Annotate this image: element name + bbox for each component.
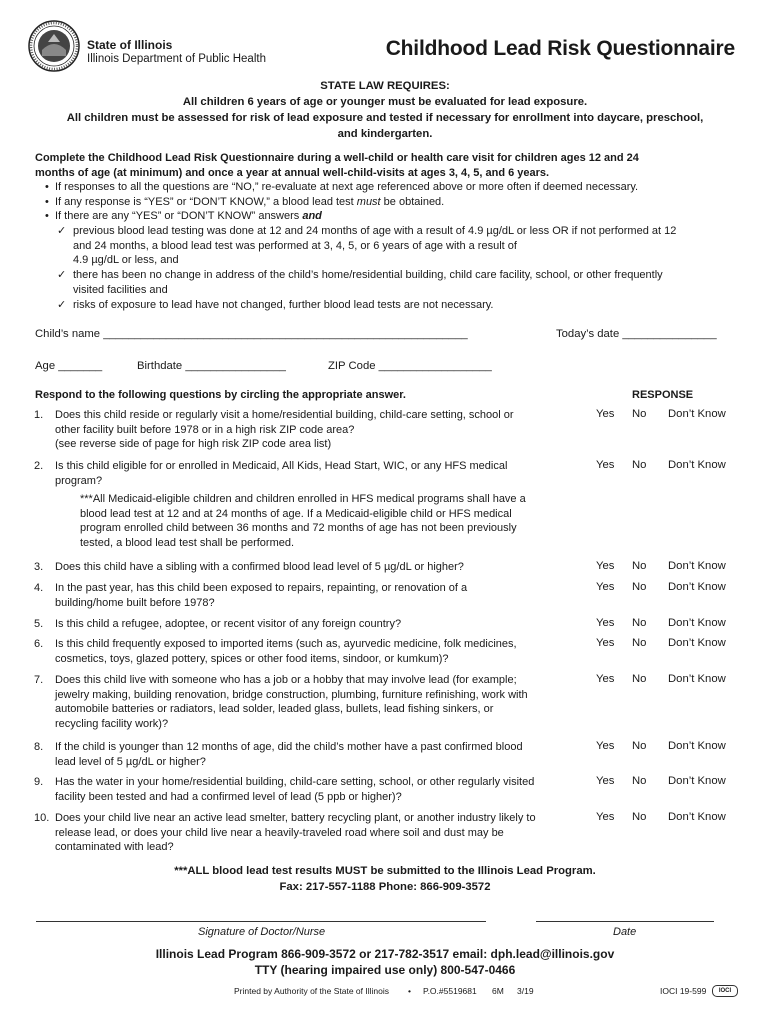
law-line-1: All children 6 years of age or younger must be evaluated for lead exposure. (182, 96, 588, 108)
answer-yes[interactable]: Yes (596, 617, 615, 629)
answer-no[interactable]: No (632, 673, 647, 685)
question-line: Does your child live near an active lead smelter, battery recycling plant, or another industry likely to (55, 812, 536, 824)
answer-yes[interactable]: Yes (596, 408, 615, 420)
print-quantity: 6M (492, 986, 504, 996)
instruction-bullet-2: • If any response is “YES” or “DON’T KNOW,” a blood lead test must be obtained. (45, 195, 445, 208)
question-line: (see reverse side of page for high risk ZIP code area list) (55, 438, 332, 451)
question-line: program? (55, 474, 103, 487)
signature-label: Signature of Doctor/Nurse (198, 926, 326, 938)
question-line: Does this child reside or regularly visit a home/residential building, child-care setting, school or (55, 409, 514, 421)
age-field[interactable]: Age _______ (35, 360, 103, 372)
response-heading: RESPONSE (632, 389, 694, 401)
child-name-field[interactable]: Child’s name __________________________________________________________ (35, 328, 468, 340)
question-text (55, 617, 585, 632)
todays-date-field[interactable]: Today’s date _______________ (556, 328, 717, 340)
answer-dont-know[interactable]: Don’t Know (668, 560, 726, 572)
question-line: lead level of 5 µg/dL or higher? (55, 755, 206, 768)
instruction-bullet-1: • If responses to all the questions are “NO,” re-evaluate at next age referenced above or more often if deemed necessary. (45, 181, 639, 193)
checkmark-icon: ✓ (57, 298, 67, 311)
question-text (55, 459, 585, 488)
question-number: 4. (34, 582, 44, 594)
answer-no[interactable]: No (632, 811, 647, 823)
signature-line[interactable] (36, 921, 486, 922)
question-line: In the past year, has this child been exposed to repairs, repainting, or renovation of a (55, 582, 468, 594)
question-line: other facility built before 1978 or in a high risk ZIP code area? (55, 423, 355, 436)
question-text (55, 560, 585, 575)
ioci-logo-icon: IOCI (712, 985, 738, 997)
question-number: 7. (34, 674, 44, 686)
answer-dont-know[interactable]: Don’t Know (668, 581, 726, 593)
question-line: facility been tested and had a confirmed level of lead (5 ppb or higher)? (55, 790, 402, 803)
questions-instruction: Respond to the following questions by circling the appropriate answer. (35, 389, 406, 401)
question-number: 8. (34, 741, 44, 753)
state-name: State of Illinois (87, 38, 173, 52)
question-text (55, 775, 585, 804)
question-number: 3. (34, 561, 44, 573)
question-line: cosmetics, toys, glazed pottery, spices or other food items, sindoor, or kumkum)? (55, 652, 449, 665)
department-name: Illinois Department of Public Health (87, 53, 266, 65)
note-line: tested, a blood lead test shall be performed. (80, 536, 295, 549)
answer-no[interactable]: No (632, 560, 647, 572)
question-line: Does this child live with someone who has a job or a hobby that may involve lead (for example; (55, 674, 517, 686)
instructions-intro-1: Complete the Childhood Lead Risk Questionnaire during a well-child or health care visit for children ages 12 and 24 (35, 152, 639, 164)
question-text (55, 581, 585, 610)
question-line: recycling facility work)? (55, 717, 169, 730)
answer-yes[interactable]: Yes (596, 740, 615, 752)
question-line: If the child is younger than 12 months of age, did the child’s mother have a past confirmed blood (55, 741, 523, 753)
form-id: IOCI 19-599 (660, 986, 707, 996)
submission-notice: ***ALL blood lead test results MUST be submitted to the Illinois Lead Program. (174, 865, 596, 877)
footer-separator: • (408, 986, 411, 996)
question-text (55, 811, 585, 855)
question-text (55, 740, 585, 769)
answer-no[interactable]: No (632, 581, 647, 593)
answer-yes[interactable]: Yes (596, 560, 615, 572)
answer-yes[interactable]: Yes (596, 673, 615, 685)
answer-dont-know[interactable]: Don’t Know (668, 673, 726, 685)
answer-no[interactable]: No (632, 775, 647, 787)
zip-code-field[interactable]: ZIP Code __________________ (328, 360, 492, 372)
question-line: Is this child frequently exposed to imported items (such as, ayurvedic medicine, folk medicines, (55, 638, 517, 650)
date-line[interactable] (536, 921, 714, 922)
footer-contact: Illinois Lead Program 866-909-3572 or 217-782-3517 email: dph.lead@illinois.gov (155, 947, 615, 961)
question-number: 10. (34, 812, 50, 824)
question-line: automobile batteries or radiators, lead solder, leaded glass, bullets, lead fishing sinkers, or (55, 703, 494, 716)
question-line: building/home built before 1978? (55, 596, 215, 609)
answer-no[interactable]: No (632, 408, 647, 420)
law-heading: STATE LAW REQUIRES: (320, 80, 450, 92)
answer-yes[interactable]: Yes (596, 459, 615, 471)
question-line: Is this child eligible for or enrolled in Medicaid, All Kids, Head Start, WIC, or any HFS medical (55, 460, 508, 472)
checkmark-icon: ✓ (57, 269, 67, 281)
law-line-2b: and kindergarten. (337, 128, 433, 140)
illinois-state-seal-icon (28, 20, 80, 72)
instruction-check-3: ✓ risks of exposure to lead have not changed, further blood lead tests are not necessary. (57, 298, 494, 311)
answer-no[interactable]: No (632, 617, 647, 629)
answer-dont-know[interactable]: Don’t Know (668, 459, 726, 471)
revision-date: 3/19 (517, 986, 534, 996)
checkmark-icon: ✓ (57, 225, 67, 237)
po-number: P.O.#5519681 (423, 986, 477, 996)
law-line-2a: All children must be assessed for risk of lead exposure and tested if necessary for enrollment into daycare, preschool, (66, 112, 704, 124)
answer-dont-know[interactable]: Don’t Know (668, 811, 726, 823)
question-line: jewelry making, building renovation, bridge construction, plumbing, furniture refinishing, work with (55, 688, 528, 701)
question-line: Has the water in your home/residential building, child-care setting, school, or other regularly visited (55, 776, 535, 788)
question-number: 9. (34, 776, 44, 788)
instructions-intro-2: months of age (at minimum) and once a year at annual well-child-visits at ages 3, 4, 5, and 6 years. (35, 166, 550, 179)
printed-by: Printed by Authority of the State of Illinois (234, 986, 389, 996)
question-line: contaminated with lead? (55, 841, 174, 854)
question-line: Does this child have a sibling with a confirmed blood lead level of 5 µg/dL or higher? (55, 561, 464, 573)
date-label: Date (613, 926, 637, 938)
question-number: 1. (34, 409, 44, 421)
answer-dont-know[interactable]: Don’t Know (668, 408, 726, 420)
submission-contact: Fax: 217-557-1188 Phone: 866-909-3572 (279, 881, 491, 893)
answer-yes[interactable]: Yes (596, 581, 615, 593)
answer-dont-know[interactable]: Don’t Know (668, 775, 726, 787)
instruction-check-2: ✓ there has been no change in address of the child’s home/residential building, child care facility, school, or other frequently visited facilities and (57, 269, 663, 296)
birthdate-field[interactable]: Birthdate ________________ (137, 360, 286, 372)
answer-dont-know[interactable]: Don’t Know (668, 637, 726, 649)
question-text (55, 673, 585, 731)
answer-dont-know[interactable]: Don’t Know (668, 740, 726, 752)
answer-yes[interactable]: Yes (596, 775, 615, 787)
note-line: blood lead test at 12 and at 24 months of age. If a Medicaid-eligible child or HFS medical (80, 507, 512, 520)
note-line: ***All Medicaid-eligible children and children enrolled in HFS medical programs shall have a (80, 493, 526, 505)
answer-no[interactable]: No (632, 637, 647, 649)
question-number: 2. (34, 460, 44, 472)
page-title: Childhood Lead Risk Questionnaire (385, 37, 735, 60)
answer-yes[interactable]: Yes (596, 637, 615, 649)
question-number: 5. (34, 618, 44, 630)
answer-yes[interactable]: Yes (596, 811, 615, 823)
note-line: program enrolled child between 36 months and 72 months of age has not been previously (80, 522, 517, 535)
question-number: 6. (34, 638, 44, 650)
answer-no[interactable]: No (632, 459, 647, 471)
answer-dont-know[interactable]: Don’t Know (668, 617, 726, 629)
medicaid-note (80, 492, 550, 550)
question-text (55, 637, 585, 666)
footer-tty: TTY (hearing impaired use only) 800-547-0466 (254, 963, 516, 977)
question-line: release lead, or does your child live near a heavily-traveled road where soil and dust may be (55, 826, 504, 839)
answer-no[interactable]: No (632, 740, 647, 752)
instruction-check-1: ✓ previous blood lead testing was done at 12 and 24 months of age with a result of 4.9 µg/dL or less OR if not performed at 12 and 24 months, a blood lead test was performed at 3, 4, 5, or 6 years of age with a result of 4.9 µg/dL or less, and (57, 225, 677, 267)
question-text (55, 408, 585, 452)
question-line: Is this child a refugee, adoptee, or recent visitor of any foreign country? (55, 618, 402, 630)
instruction-bullet-3: • If there are any “YES” or “DON’T KNOW” answers and (45, 210, 322, 223)
